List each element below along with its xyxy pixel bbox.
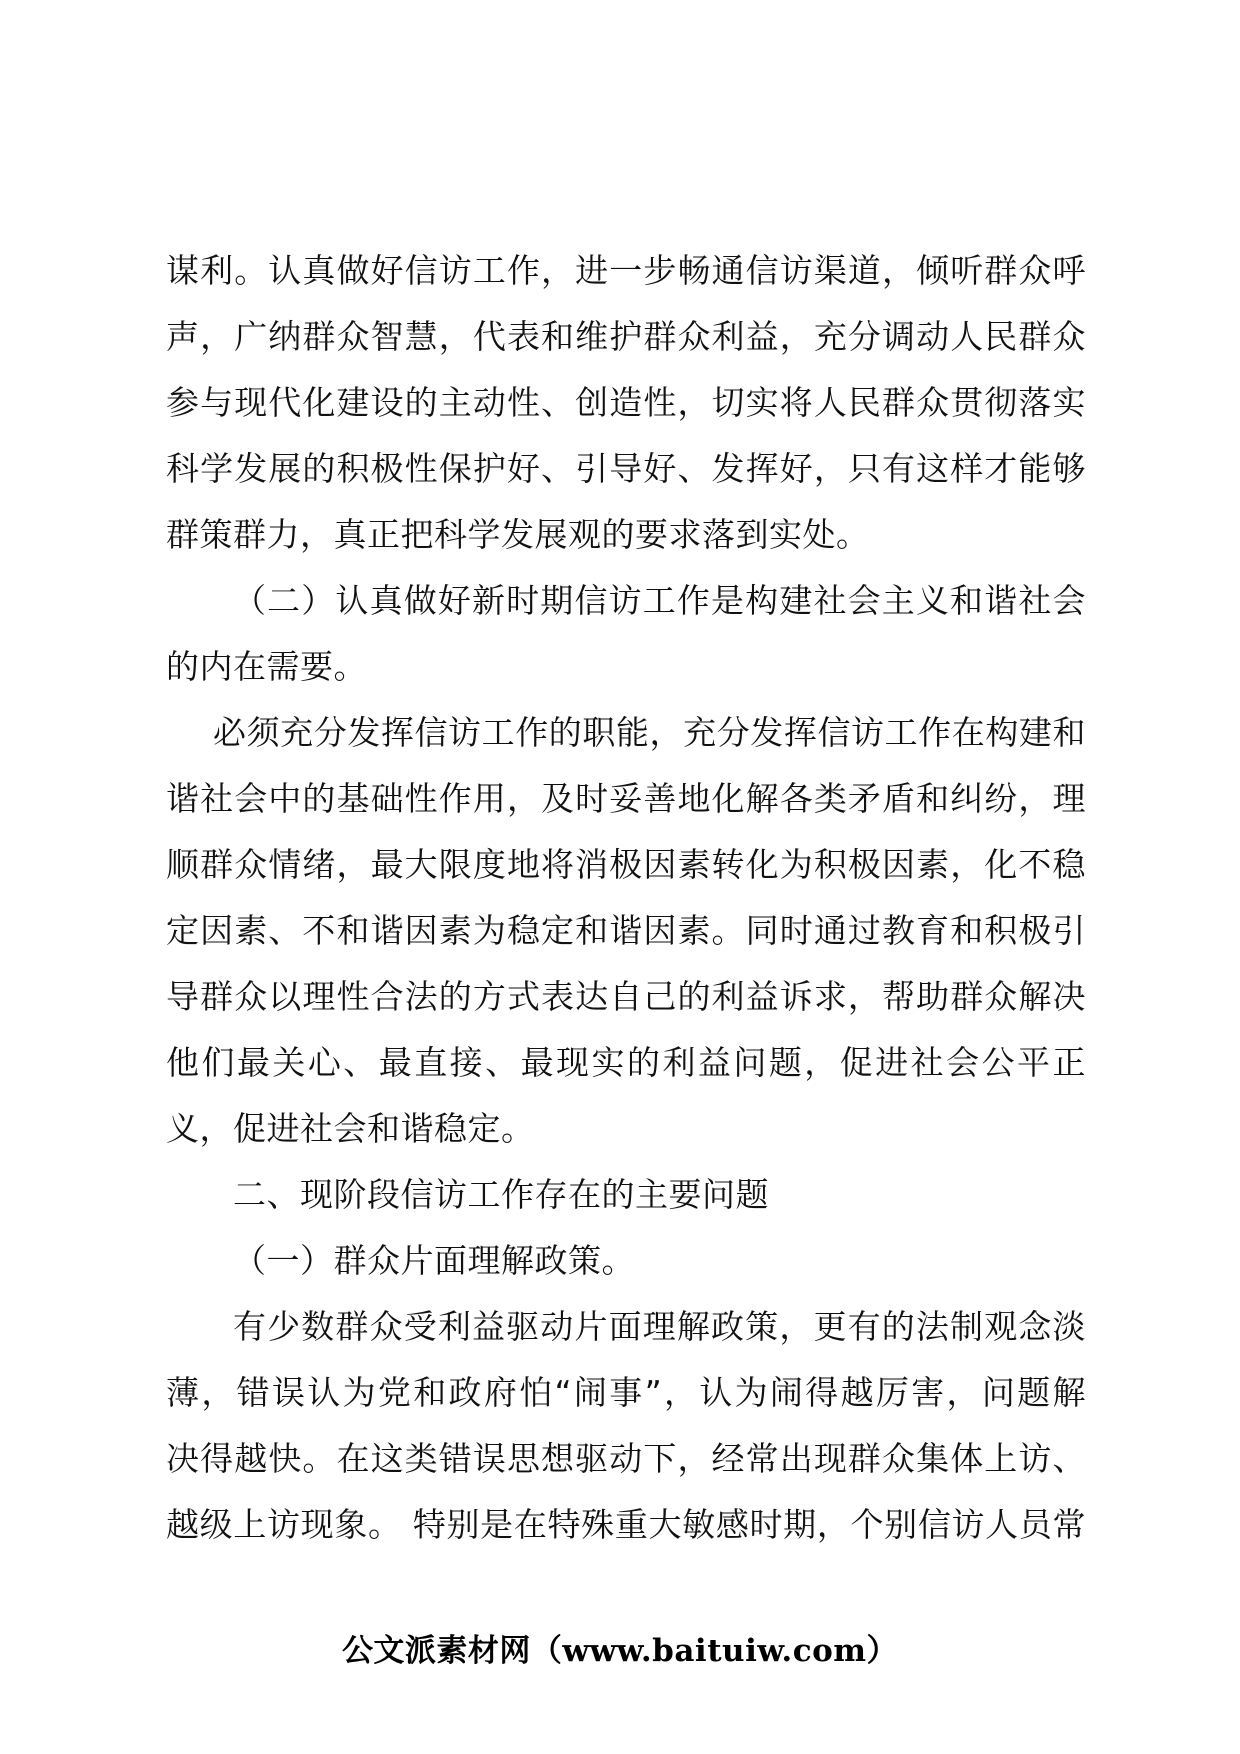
text-line: 导群众以理性合法的方式表达自己的利益诉求，帮助群众解决 xyxy=(166,977,1086,1016)
text-line: 义，促进社会和谐稳定。 xyxy=(166,1109,535,1148)
text-line: 薄，错误认为党和政府怕“闹事”，认为闹得越厉害，问题解 xyxy=(166,1373,1086,1412)
footer-watermark-text: 公文派素材网（www.baituiw.com） xyxy=(341,1633,899,1669)
text-line: 参与现代化建设的主动性、创造性，切实将人民群众贯彻落实 xyxy=(166,383,1086,422)
text-line: 越级上访现象。 特别是在特殊重大敏感时期，个别信访人员常 xyxy=(166,1505,1086,1544)
text-line: 的内在需要。 xyxy=(166,647,367,686)
section-heading: 二、现阶段信访工作存在的主要问题 xyxy=(233,1175,769,1214)
text-line: 必须充分发挥信访工作的职能，充分发挥信访工作在构建和 xyxy=(213,713,1086,752)
text-line: 他们最关心、最直接、最现实的利益问题，促进社会公平正 xyxy=(166,1043,1086,1082)
text-line: 顺群众情绪，最大限度地将消极因素转化为积极因素，化不稳 xyxy=(166,845,1086,884)
text-line: 决得越快。在这类错误思想驱动下，经常出现群众集体上访、 xyxy=(166,1439,1086,1478)
text-line: 科学发展的积极性保护好、引导好、发挥好，只有这样才能够 xyxy=(166,449,1086,488)
text-line: 定因素、不和谐因素为稳定和谐因素。同时通过教育和积极引 xyxy=(166,911,1086,950)
text-line: 声，广纳群众智慧，代表和维护群众利益，充分调动人民群众 xyxy=(166,317,1086,356)
text-line: 群策群力，真正把科学发展观的要求落到实处。 xyxy=(166,515,870,554)
text-line: 谋利。认真做好信访工作，进一步畅通信访渠道，倾听群众呼 xyxy=(166,251,1086,290)
section-subheading: （二）认真做好新时期信访工作是构建社会主义和谐社会 xyxy=(233,581,1086,620)
section-subheading: （一）群众片面理解政策。 xyxy=(233,1241,635,1280)
document-body xyxy=(166,238,1086,1558)
text-line: 谐社会中的基础性作用，及时妥善地化解各类矛盾和纠纷，理 xyxy=(166,779,1086,818)
text-line: 有少数群众受利益驱动片面理解政策，更有的法制观念淡 xyxy=(233,1307,1086,1346)
